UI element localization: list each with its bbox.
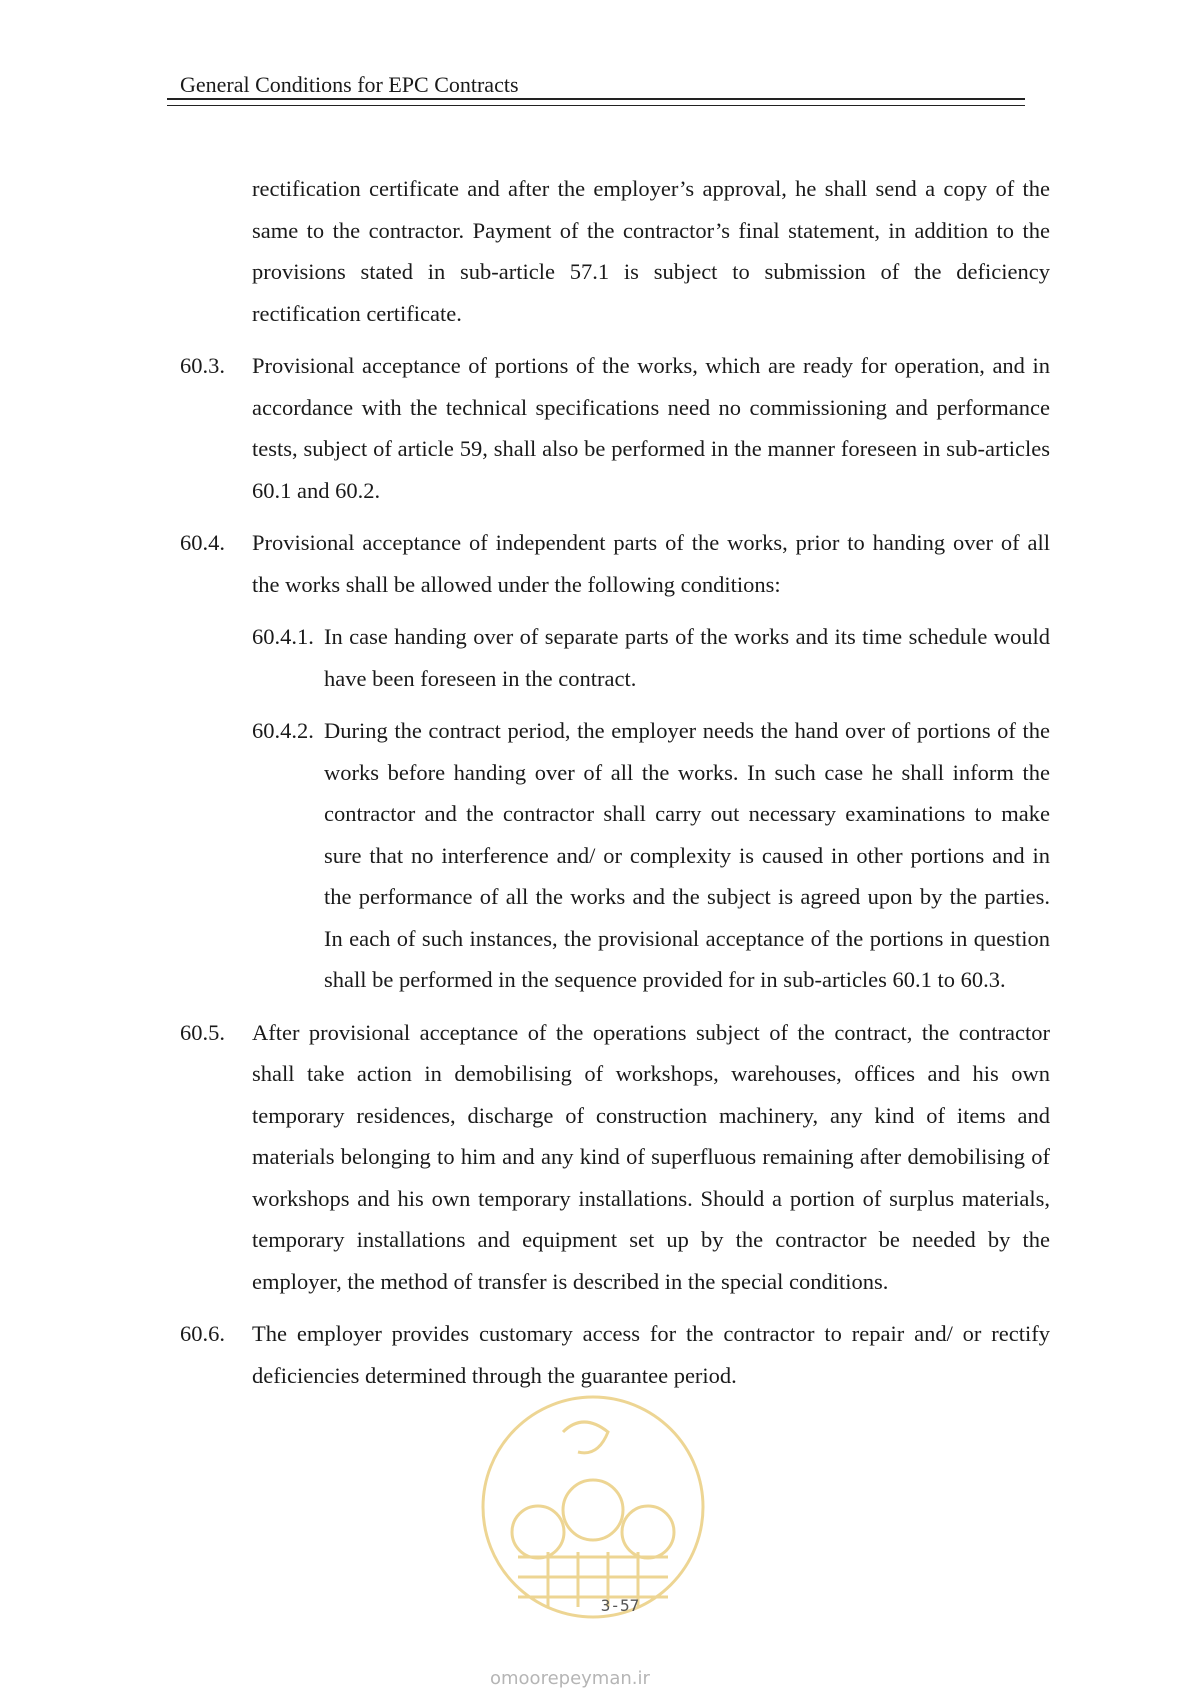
clause-60-3 bbox=[180, 345, 1050, 511]
subclause-text: In case handing over of separate parts of the works and its time schedule would have been foreseen in the contract. bbox=[324, 624, 1050, 691]
subclause-number: 60.4.2. bbox=[252, 718, 314, 743]
clause-text: Provisional acceptance of independent parts of the works, prior to handing over of all the works shall be allowed under the following conditions: bbox=[252, 530, 1050, 597]
subclause-60-4-1 bbox=[252, 616, 1050, 699]
watermark-site: omoorepeyman.ir bbox=[490, 1668, 650, 1689]
clause-text: The employer provides customary access for the contractor to repair and/ or rectify deficiencies determined through the guarantee period. bbox=[252, 1321, 1050, 1388]
document-body bbox=[180, 168, 1050, 1407]
clause-number: 60.6. bbox=[180, 1321, 225, 1346]
clause-60-4 bbox=[180, 522, 1050, 605]
clause-number: 60.3. bbox=[180, 353, 225, 378]
header-rule bbox=[167, 98, 1025, 106]
clause-text: Provisional acceptance of portions of the works, which are ready for operation, and in accordance with the technical specifications need no commissioning and performance tests, subject of article 59, shall also be performed in the manner foreseen in sub-articles 60.1 and 60.2. bbox=[252, 353, 1050, 503]
page-number: 3-57 bbox=[600, 1596, 640, 1615]
subclause-number: 60.4.1. bbox=[252, 624, 314, 649]
subclause-text: During the contract period, the employer needs the hand over of portions of the works before handing over of all the works. In such case he shall inform the contractor and the contractor shall carry out necessary examinations to make sure that no interference and/ or complexity is caused in other portions and in the performance of all the works and the subject is agreed upon by the parties. In each of such instances, the provisional acceptance of the portions in question shall be performed in the sequence provided for in sub-articles 60.1 to 60.3. bbox=[324, 718, 1050, 992]
clause-text: After provisional acceptance of the operations subject of the contract, the contractor shall take action in demobilising of workshops, warehouses, offices and his own temporary residences, discharge of construction machinery, any kind of items and materials belonging to him and any kind of superfluous remaining after demobilising of workshops and his own temporary installations. Should a portion of surplus materials, temporary installations and equipment set up by the contractor be needed by the employer, the method of transfer is described in the special conditions. bbox=[252, 1019, 1050, 1294]
clause-number: 60.4. bbox=[180, 530, 225, 555]
clause-60-5 bbox=[180, 1012, 1050, 1303]
subclause-60-4-2 bbox=[252, 710, 1050, 1001]
page-header-title: General Conditions for EPC Contracts bbox=[180, 72, 519, 97]
continued-paragraph: rectification certificate and after the employer’s approval, he shall send a copy of the same to the contractor. Payment of the contractor’s final statement, in addition to the provisions stated in sub-article 57.1 is subject to submission of the deficiency rectification certificate. bbox=[252, 176, 1050, 326]
watermark-seal-icon bbox=[478, 1392, 708, 1622]
clause-60-6 bbox=[180, 1313, 1050, 1396]
clause-number: 60.5. bbox=[180, 1019, 225, 1045]
